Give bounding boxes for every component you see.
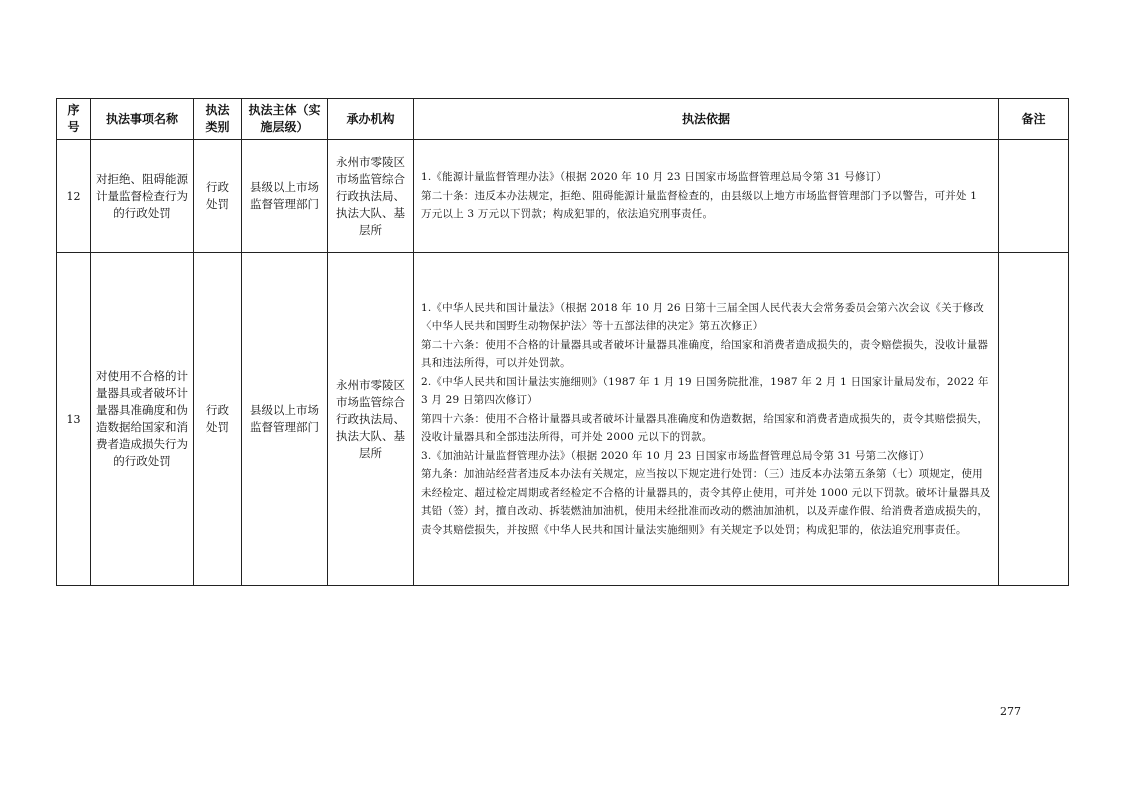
basis-paragraph: 1.《能源计量监督管理办法》（根据 2020 年 10 月 23 日国家市场监督管理总局令第 31 号修订） — [421, 171, 888, 184]
row-remarks — [999, 140, 1069, 253]
row-basis — [414, 140, 999, 253]
row-subject: 县级以上市场监督管理部门 — [242, 140, 328, 253]
row-category: 行政处罚 — [194, 253, 242, 586]
basis-paragraph: 2.《中华人民共和国计量法实施细则》（1987 年 1 月 19 日国务院批准，1987 年 2 月 1 日国家计量局发布，2022 年 3 月 29 日第四次修订） — [421, 375, 989, 407]
header-agency: 承办机构 — [328, 99, 414, 140]
basis-paragraph: 第九条：加油站经营者违反本办法有关规定，应当按以下规定进行处罚：（三）违反本办法第五条第（七）项规定，使用未经检定、超过检定周期或者经检定不合格的计量器具的，责令其停止使用，可并处 1000 元以下罚款。破坏计量器具及其铅（签）封，擅自改动、拆装燃油加油机，使用未经批准而改动的燃油加油机，以及弄虚作假、给消费者造成损失的，责令其赔偿损失，并按照《中华人民共和国计量法实施细则》有关规定予以处罚；构成犯罪的，依法追究刑事责任。 — [421, 468, 991, 536]
row-name: 对拒绝、阻碍能源计量监督检查行为的行政处罚 — [91, 140, 194, 253]
page-number: 277 — [1000, 705, 1021, 718]
header-category: 执法类别 — [194, 99, 242, 140]
basis-paragraph: 第二十六条：使用不合格的计量器具或者破坏计量器具准确度，给国家和消费者造成损失的，责令赔偿损失，没收计量器具和违法所得，可以并处罚款。 — [421, 338, 989, 370]
header-num: 序号 — [57, 99, 91, 140]
header-basis: 执法依据 — [414, 99, 999, 140]
basis-paragraph: 1.《中华人民共和国计量法》（根据 2018 年 10 月 26 日第十三届全国人民代表大会常务委员会第六次会议《关于修改〈中华人民共和国野生动物保护法〉等十五部法律的决定》第五次修正） — [421, 301, 984, 333]
row-name: 对使用不合格的计量器具或者破坏计量器具准确度和伪造数据给国家和消费者造成损失行为的行政处罚 — [91, 253, 194, 586]
header-subject: 执法主体（实施层级） — [242, 99, 328, 140]
row-agency: 永州市零陵区市场监管综合行政执法局、执法大队、基层所 — [328, 140, 414, 253]
row-subject: 县级以上市场监督管理部门 — [242, 253, 328, 586]
header-remarks: 备注 — [999, 99, 1069, 140]
table-header-row — [57, 99, 1069, 140]
basis-paragraph: 第二十条：违反本办法规定，拒绝、阻碍能源计量监督检查的，由县级以上地方市场监督管理部门予以警告，可并处 1 万元以上 3 万元以下罚款；构成犯罪的，依法追究刑事责任。 — [421, 189, 978, 221]
row-num: 12 — [57, 140, 91, 253]
basis-paragraph: 第四十六条：使用不合格计量器具或者破坏计量器具准确度和伪造数据，给国家和消费者造成损失的，责令其赔偿损失，没收计量器具和全部违法所得，可并处 2000 元以下的罚款。 — [421, 412, 989, 444]
basis-paragraph: 3.《加油站计量监督管理办法》（根据 2020 年 10 月 23 日国家市场监督管理总局令第 31 号第二次修订） — [421, 449, 930, 462]
table-row — [57, 253, 1069, 586]
row-num: 13 — [57, 253, 91, 586]
header-name: 执法事项名称 — [91, 99, 194, 140]
row-basis — [414, 253, 999, 586]
row-agency: 永州市零陵区市场监管综合行政执法局、执法大队、基层所 — [328, 253, 414, 586]
table-row — [57, 140, 1069, 253]
row-remarks — [999, 253, 1069, 586]
enforcement-table — [56, 98, 1069, 586]
row-category: 行政处罚 — [194, 140, 242, 253]
